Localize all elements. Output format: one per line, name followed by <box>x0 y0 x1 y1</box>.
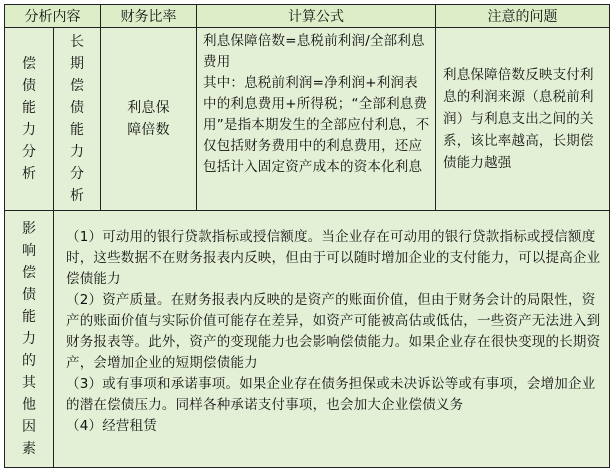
category-other-factors <box>4 210 54 468</box>
factor-paragraph: （4）经营租赁 <box>66 418 157 434</box>
category-char: 素 <box>22 441 36 457</box>
notes-text: 利息保障倍数反映支付利息的利润来源（息税前利润）与利息支出之间的关系，该比率越高，长期偿债能力越强 <box>443 67 594 171</box>
category-char: 响 <box>22 243 36 259</box>
header-label: 注意的问题 <box>487 9 558 25</box>
category-char: 力 <box>22 122 36 138</box>
category-char: 析 <box>22 166 36 182</box>
category-char: 的 <box>22 353 36 369</box>
subcategory-char: 分 <box>70 166 84 182</box>
header-analysis-content <box>4 4 101 28</box>
subcategory-char: 债 <box>70 100 84 116</box>
factor-paragraph: （3）或有事项和承诺事项。如果企业存在债务担保或未决诉讼等或有事项，会增加企业的潜在偿债压力。同样各种承诺支付事项，也会加大企业偿债义务 <box>66 376 596 413</box>
factor-paragraph: （1）可动用的银行贷款指标或授信额度。当企业存在可动用的银行贷款指标或授信额度时，这些数据不在财务报表内反映，但由于可以随时增加企业的支付能力，可以提高企业偿债能力 <box>66 229 601 287</box>
header-label: 财务比率 <box>120 9 177 25</box>
category-char: 力 <box>22 331 36 347</box>
subcategory-long-term-solvency <box>53 27 101 211</box>
header-formula <box>196 4 436 28</box>
category-char: 能 <box>22 100 36 116</box>
category-char: 能 <box>22 309 36 325</box>
subcategory-char: 力 <box>70 144 84 160</box>
ratio-name: 利息保障倍数 <box>127 100 170 138</box>
header-label: 分析内容 <box>24 9 81 25</box>
subcategory-char: 长 <box>70 34 84 50</box>
header-financial-ratio <box>100 4 197 28</box>
category-char: 因 <box>22 419 36 435</box>
other-factors-cell <box>53 210 610 468</box>
category-char: 债 <box>22 78 36 94</box>
category-solvency-analysis <box>4 27 54 211</box>
factor-paragraph: （2）资产质量。在财务报表内反映的是资产的账面价值，但由于财务会计的局限性，资产的账面价值与实际价值可能存在差异，如资产可能被高估或低估，一些资产无法进入到财务报表等。此外，资产的变现能力也会影响偿债能力。如果企业存在很快变现的长期资产，会增加企业的短期偿债能力 <box>66 292 601 371</box>
subcategory-char: 能 <box>70 122 84 138</box>
header-notes <box>435 4 610 28</box>
category-char: 偿 <box>22 56 36 72</box>
formula-cell <box>196 27 436 211</box>
subcategory-char: 偿 <box>70 78 84 94</box>
category-char: 其 <box>22 375 36 391</box>
ratio-name-cell <box>100 27 197 211</box>
category-char: 债 <box>22 287 36 303</box>
category-char: 偿 <box>22 265 36 281</box>
subcategory-char: 析 <box>70 188 84 204</box>
header-label: 计算公式 <box>288 9 344 25</box>
formula-line: 利息保障倍数=息税前利润/全部利息费用 <box>203 33 425 70</box>
category-char: 影 <box>22 221 36 237</box>
category-char: 分 <box>22 144 36 160</box>
formula-note: 其中：息税前利润=净利润+利润表中的利息费用+所得税；“全部利息费用”是指本期发生的全部应付利息，不仅包括财务费用中的利息费用，还应包括计入固定资产成本的资本化利息 <box>203 75 430 175</box>
category-char: 他 <box>22 397 36 413</box>
subcategory-char: 期 <box>70 56 84 72</box>
notes-cell <box>435 27 610 211</box>
